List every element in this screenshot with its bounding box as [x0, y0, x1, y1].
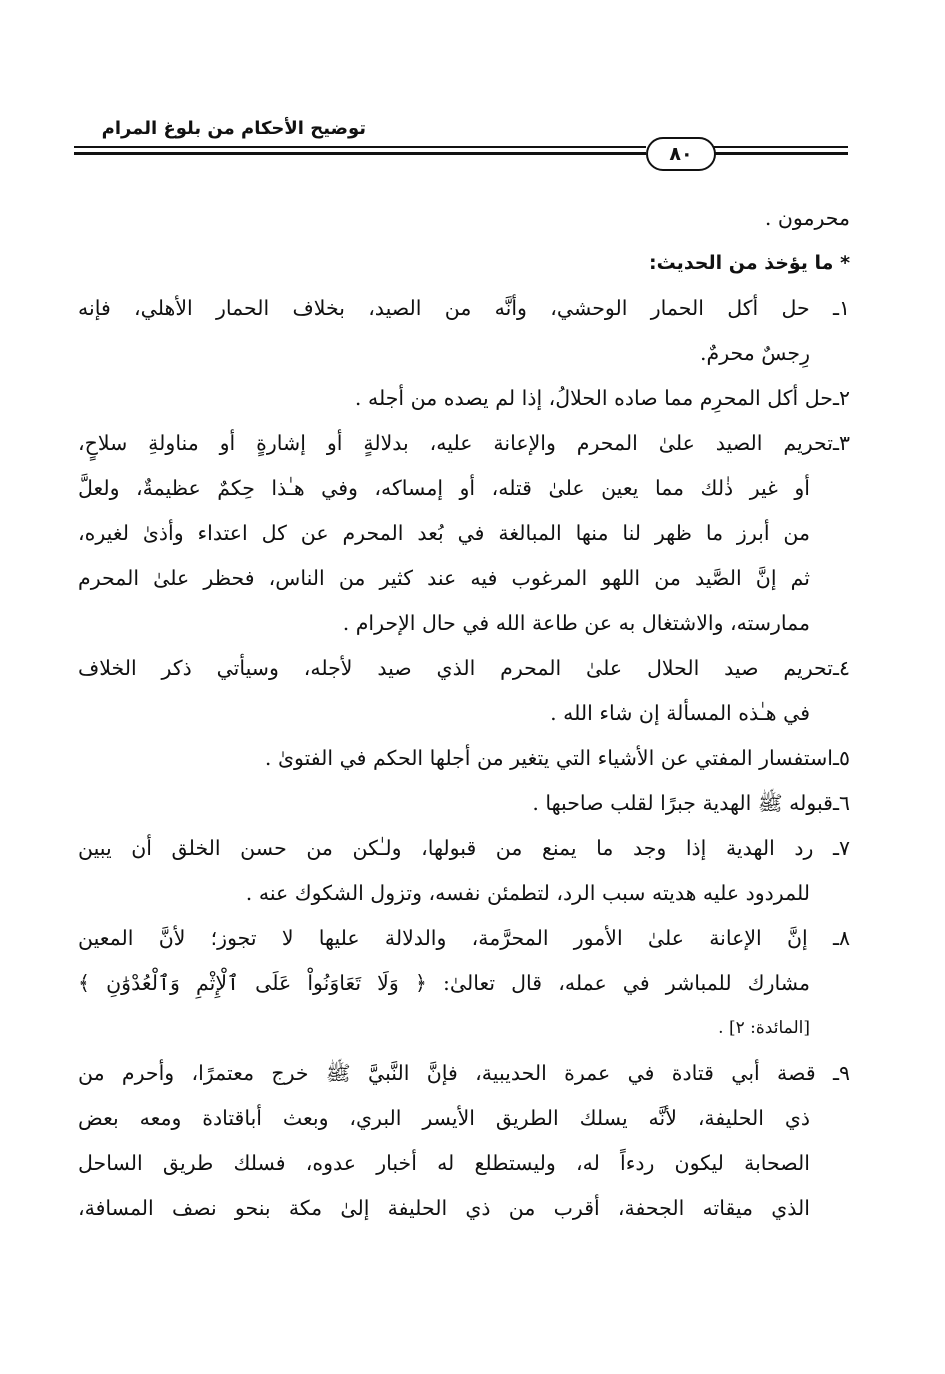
header-rule-right-top	[714, 146, 848, 148]
item-number: ٤ـ	[832, 656, 850, 680]
page-number-badge: ٨٠	[646, 137, 716, 171]
item-number: ٩ـ	[832, 1061, 850, 1085]
list-item-4-line-2: في هـٰذه المسألة إن شاء الله .	[550, 701, 810, 725]
list-item-7-line-1: ٧ـ رد الهدية إذا وجد ما يمنع من قبولها، ولـٰكن من حسن الخلق أن يبين	[78, 826, 850, 871]
list-item-4-line-1: ٤ـتحريم صيد الحلال علىٰ المحرم الذي صيد لأجله، وسيأتي ذكر الخلاف	[78, 646, 850, 691]
list-item-3-line-4: ثم إنَّ الصَّيد من اللهو المرغوب فيه عند كثير من الناس، فحظر علىٰ المحرم	[78, 566, 810, 590]
header-rule-right-bottom	[714, 152, 848, 155]
list-item-9-line-4: الذي ميقاته الجحفة، أقرب من ذي الحليفة إلىٰ مكة بنحو نصف المسافة،	[78, 1196, 810, 1220]
list-item-9-line-2: ذي الحليفة، لأنَّه يسلك الطريق الأيسر البري، وبعث أباقتادة ومعه بعض	[78, 1106, 810, 1130]
list-item-5-line-1: ٥ـاستفسار المفتي عن الأشياء التي يتغير من أجلها الحكم في الفتوىٰ .	[78, 736, 850, 781]
list-item-3-line-2: أو غير ذٰلك مما يعين علىٰ قتله، أو إمساكه، وفي هـٰذا حِكمٌ عظيمةٌ، ولعلَّ	[78, 476, 810, 500]
item-number: ١ـ	[832, 296, 850, 320]
list-item-8-line-1: ٨ـ إنَّ الإعانة علىٰ الأمور المحرَّمة، والدلالة عليها لا تجوز؛ لأنَّ المعين	[78, 916, 850, 961]
item-number: ٧ـ	[832, 836, 850, 860]
item-number: ٥ـ	[832, 746, 850, 770]
header-rule-left-bottom	[74, 152, 646, 155]
book-title: توضيح الأحكام من بلوغ المرام	[101, 118, 366, 139]
list-item-1-line-1: ١ـ حل أكل الحمار الوحشي، وأنَّه من الصيد، بخلاف الحمار الأهلي، فإنه	[78, 286, 850, 331]
quran-reference: [المائدة: ٢] .	[718, 1018, 810, 1038]
header-rule-left-top	[74, 146, 646, 148]
list-item-3-line-5: ممارسته، والاشتغال به عن طاعة الله في حال الإحرام .	[342, 611, 810, 635]
page-header	[72, 110, 850, 180]
list-item-9-line-1: ٩ـ قصة أبي قتادة في عمرة الحديبية، فإنَّ النَّبيَّ ﷺ خرج معتمرًا، وأحرم من	[78, 1051, 850, 1096]
list-item-9-line-3: الصحابة ليكون ردءاً له، وليستطلع له أخبار عدوه، فسلك طريق الساحل	[78, 1151, 810, 1175]
item-number: ٨ـ	[832, 926, 850, 950]
intro-text: محرمون .	[764, 206, 850, 230]
item-number: ٢ـ	[832, 386, 850, 410]
item-number: ٦ـ	[832, 791, 850, 815]
list-item-3-line-1: ٣ـتحريم الصيد علىٰ المحرم والإعانة عليه، بدلالةٍ أو إشارةٍ أو مناولةِ سلاحٍ،	[78, 421, 850, 466]
item-number: ٣ـ	[832, 431, 850, 455]
section-heading: * ما يؤخذ من الحديث:	[648, 252, 850, 274]
list-item-1-line-2: رِجسٌ محرمٌ.	[700, 341, 810, 365]
list-item-2-line-1: ٢ـحل أكل المحرِم مما صاده الحلالُ، إذا لم يصده من أجله .	[78, 376, 850, 421]
list-item-8-line-2: مشارك للمباشر في عمله، قال تعالىٰ: ﴿ وَلَا تَعَاوَنُواْ عَلَى ٱلْإِثْمِ وَٱلْعُدْوَٰنِ ﴾	[78, 971, 810, 995]
list-item-3-line-3: من أبرز ما ظهر لنا منها المبالغة في بُعد المحرم عن كل اعتداء وأذىٰ لغيره،	[78, 521, 810, 545]
page-body	[78, 196, 850, 1231]
list-item-6-line-1: ٦ـقبوله ﷺ الهدية جبرًا لقلب صاحبها .	[78, 781, 850, 826]
list-item-7-line-2: للمردود عليه هديته سبب الرد، لتطمئن نفسه، وتزول الشكوك عنه .	[245, 881, 810, 905]
